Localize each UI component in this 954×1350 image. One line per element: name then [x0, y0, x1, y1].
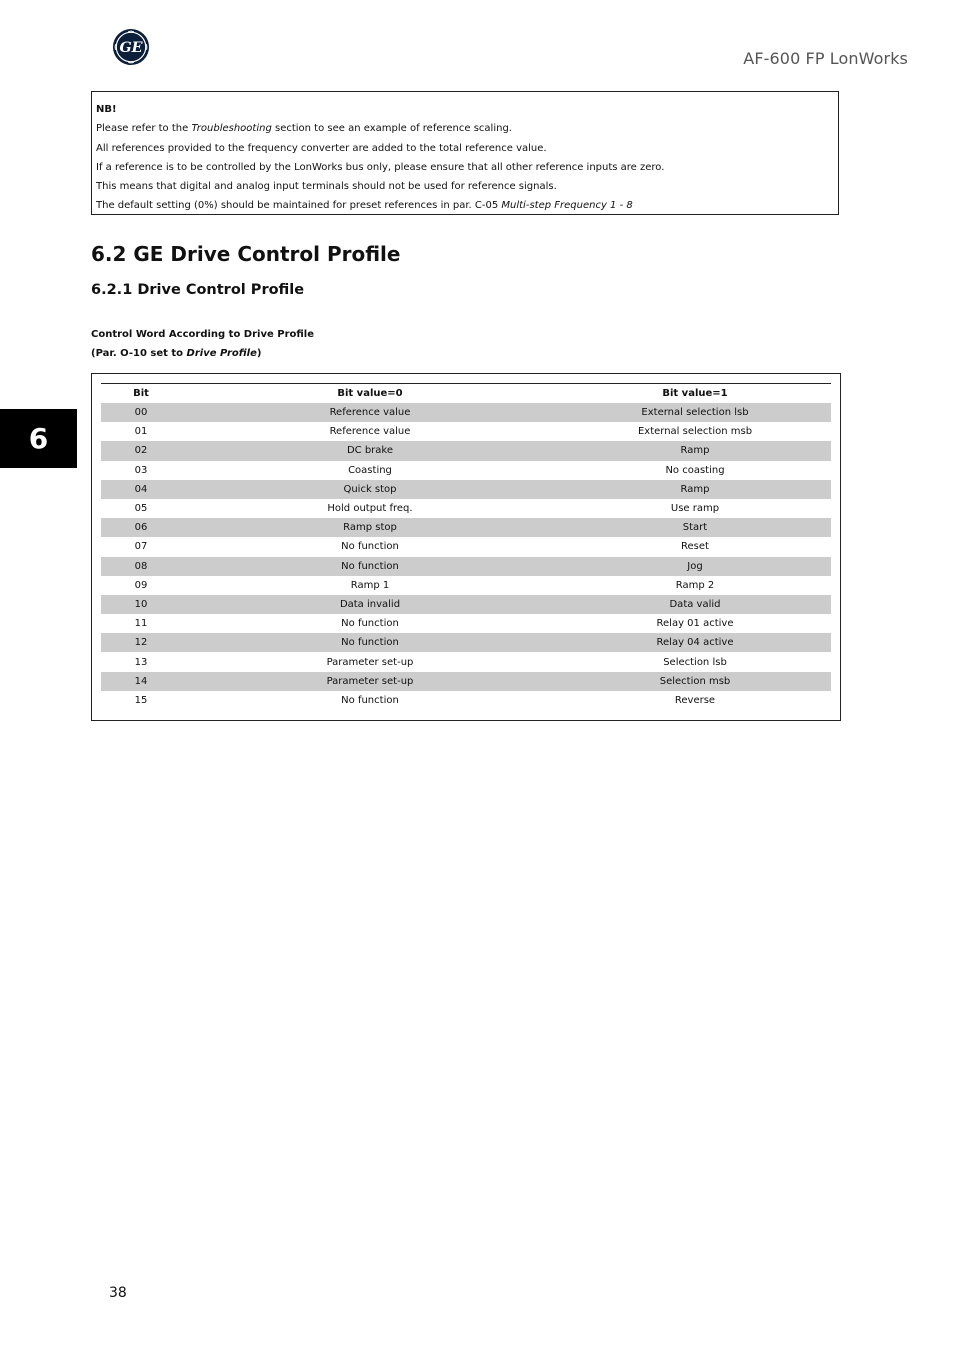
cell-bit: 03	[134, 464, 148, 476]
cell-bit-value-0: No function	[181, 633, 559, 652]
cell-bit: 15	[134, 694, 148, 706]
table-row	[101, 633, 831, 652]
cell-bit: 05	[134, 503, 148, 515]
table-row	[101, 480, 831, 499]
caption-line-2-end: )	[256, 348, 262, 359]
table-row	[101, 518, 831, 537]
note-line-5	[96, 196, 834, 215]
caption-profile-name: Drive Profile	[186, 348, 257, 359]
table-row	[101, 422, 831, 441]
cell-bit-value-1: Ramp 2	[675, 579, 715, 591]
cell-bit-value-1: Data valid	[559, 595, 831, 614]
table-row	[101, 576, 831, 595]
cell-bit: 00	[101, 403, 181, 422]
cell-bit-value-0: Coasting	[348, 464, 392, 476]
cell-bit-value-0: Ramp 1	[350, 579, 390, 591]
logo-text: GE	[119, 40, 143, 57]
ge-logo-icon	[112, 28, 150, 66]
table-row	[101, 499, 831, 518]
cell-bit: 07	[134, 541, 148, 553]
table-caption	[91, 325, 314, 363]
note-title: NB!	[96, 104, 117, 115]
cell-bit-value-1: Jog	[559, 557, 831, 576]
cell-bit-value-1: Relay 04 active	[559, 633, 831, 652]
cell-bit-value-0: Ramp stop	[181, 518, 559, 537]
note-line-2: All references provided to the frequency converter are added to the total reference value.	[96, 142, 547, 154]
table-row	[101, 652, 831, 671]
cell-bit-value-0: DC brake	[181, 441, 559, 460]
cell-bit-value-1: Relay 01 active	[656, 618, 734, 630]
note-line-1-text: Please refer to the	[96, 123, 192, 135]
page-number: 38	[109, 1285, 127, 1301]
cell-bit: 08	[101, 557, 181, 576]
table-body	[101, 403, 831, 710]
cell-bit-value-0: Quick stop	[181, 480, 559, 499]
note-line-3: If a reference is to be controlled by the LonWorks bus only, please ensure that all other reference inputs are zero.	[96, 161, 665, 173]
cell-bit-value-0: Parameter set-up	[181, 672, 559, 691]
cell-bit-value-0: Parameter set-up	[326, 656, 414, 668]
table-row	[101, 461, 831, 480]
control-word-table	[101, 383, 831, 710]
table-row	[101, 595, 831, 614]
caption-line-2-text: (Par. O-10 set to	[91, 348, 187, 359]
chapter-tab: 6	[0, 409, 77, 468]
cell-bit-value-0: Reference value	[329, 426, 411, 438]
header-bit-value-1: Bit value=1	[559, 384, 831, 404]
cell-bit-value-1: Selection lsb	[663, 656, 727, 668]
cell-bit-value-0: Reference value	[181, 403, 559, 422]
section-heading: 6.2 GE Drive Control Profile	[91, 242, 401, 266]
table-row	[101, 557, 831, 576]
cell-bit-value-1: Ramp	[559, 480, 831, 499]
table-row	[101, 672, 831, 691]
cell-bit: 06	[101, 518, 181, 537]
cell-bit-value-1: Use ramp	[670, 503, 720, 515]
document-title: AF-600 FP LonWorks	[743, 49, 908, 68]
caption-line-2	[91, 344, 314, 363]
cell-bit: 01	[134, 426, 148, 438]
cell-bit: 11	[134, 618, 148, 630]
cell-bit-value-1: Ramp	[559, 441, 831, 460]
troubleshooting-ref: Troubleshooting	[191, 123, 272, 135]
cell-bit-value-0: Data invalid	[181, 595, 559, 614]
control-word-table-box	[91, 373, 841, 721]
cell-bit-value-0: No function	[341, 694, 399, 706]
cell-bit-value-1: Selection msb	[559, 672, 831, 691]
cell-bit: 02	[101, 441, 181, 460]
parameter-ref: Multi-step Frequency 1 - 8	[501, 200, 633, 212]
cell-bit-value-1: Reset	[681, 541, 709, 553]
cell-bit-value-1: Start	[559, 518, 831, 537]
table-row	[101, 691, 831, 710]
note-line-5-text: The default setting (0%) should be maintained for preset references in par. C-05	[96, 200, 502, 212]
cell-bit: 12	[101, 633, 181, 652]
note-line-4: This means that digital and analog input terminals should not be used for reference signals.	[96, 181, 557, 193]
header-bit: Bit	[101, 384, 181, 404]
cell-bit: 09	[134, 579, 148, 591]
cell-bit-value-0: No function	[181, 557, 559, 576]
table-row	[101, 614, 831, 633]
cell-bit: 04	[101, 480, 181, 499]
cell-bit-value-1: No coasting	[665, 464, 725, 476]
cell-bit-value-1: External selection msb	[637, 426, 753, 438]
header-bit-value-0: Bit value=0	[181, 384, 559, 404]
cell-bit-value-0: No function	[341, 541, 399, 553]
table-row	[101, 537, 831, 556]
table-row	[101, 403, 831, 422]
cell-bit-value-0: Hold output freq.	[327, 503, 413, 515]
cell-bit: 10	[101, 595, 181, 614]
caption-line-1: Control Word According to Drive Profile	[91, 329, 315, 340]
cell-bit: 13	[134, 656, 148, 668]
cell-bit-value-1: Reverse	[674, 694, 716, 706]
table-row	[101, 441, 831, 460]
note-box	[91, 91, 839, 215]
note-line-1-text-end: section to see an example of reference scaling.	[271, 123, 512, 135]
table-header-row	[101, 384, 831, 404]
cell-bit-value-1: External selection lsb	[559, 403, 831, 422]
note-line-1	[96, 119, 834, 138]
cell-bit-value-0: No function	[341, 618, 399, 630]
subsection-heading: 6.2.1 Drive Control Profile	[91, 282, 305, 298]
cell-bit: 14	[101, 672, 181, 691]
